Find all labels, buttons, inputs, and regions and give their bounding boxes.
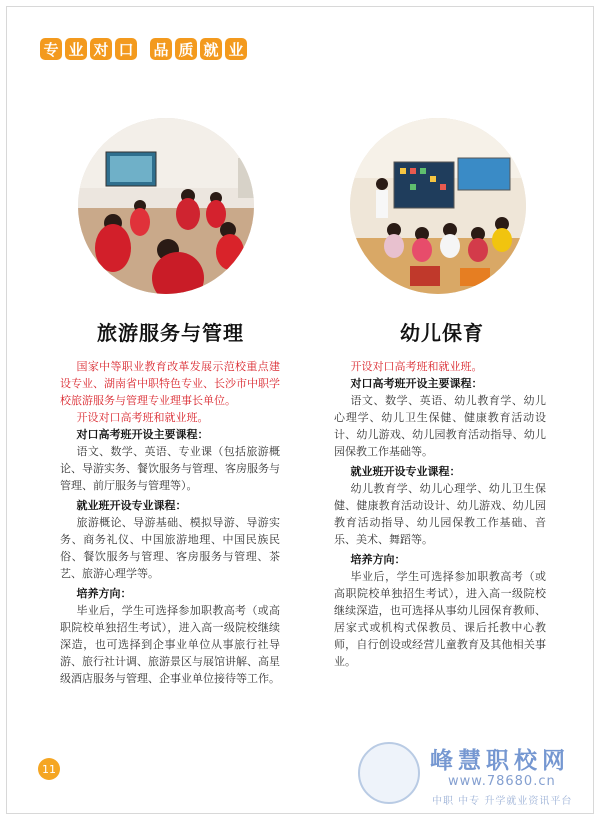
tourism-gk-heading: 对口高考班开设主要课程： [76, 428, 209, 441]
tourism-py-text: 毕业后，学生可选择参加职教高考（或高职院校单独招生考试），进入高一级院校继续深造，也可选择到企事业单位从事旅行社导游、旅行社计调、旅游景区与展馆讲解、高星级酒店服务与管理、企事业单位接待等工作。 [60, 604, 280, 685]
childcare-class-photo [350, 118, 526, 294]
tourism-intro: 国家中等职业教育改革发展示范校重点建设专业、湖南省中职特色专业、长沙市中职学校旅游服务与管理专业理事长单位。 [60, 360, 280, 407]
slogan-char: 口 [115, 38, 137, 60]
tourism-jy-courses: 旅游概论、导游基础、模拟导游、导游实务、商务礼仪、中国旅游地理、中国民族民俗、餐饮服务与管理、客房服务与管理、茶艺、旅游心理学等。 [60, 516, 280, 580]
childcare-jy-heading: 就业班开设专业课程： [350, 465, 461, 478]
slogan-char: 对 [90, 38, 112, 60]
slogan-char: 质 [175, 38, 197, 60]
tourism-description [60, 358, 280, 687]
slogan-professional-match [40, 38, 137, 60]
slogan-char: 业 [225, 38, 247, 60]
childcare-gk-heading: 对口高考班开设主要课程： [350, 377, 483, 390]
tourism-py-heading: 培养方向： [76, 587, 132, 600]
slogan-char: 业 [65, 38, 87, 60]
childcare-gk-courses: 语文、数学、英语、幼儿教育学、幼儿心理学、幼儿卫生保健、健康教育活动设计、幼儿游戏、幼儿园教育活动指导、幼儿园保教工作基础等。 [334, 394, 546, 458]
childcare-classes: 开设对口高考班和就业班。 [350, 360, 483, 373]
childcare-py-text: 毕业后，学生可选择参加职教高考（或高职院校单独招生考试），进入高一级院校继续深造，也可选择从事幼儿园保育教师、居家式或机构式保教员、课后托教中心教师，自行创设或经营儿童教育及其他相关事业。 [334, 570, 546, 668]
page-number: 11 [38, 758, 60, 780]
slogan-char: 品 [150, 38, 172, 60]
childcare-py-heading: 培养方向： [350, 553, 406, 566]
childcare-description [334, 358, 546, 670]
tourism-class-photo [78, 118, 254, 294]
tourism-jy-heading: 就业班开设专业课程： [76, 499, 187, 512]
watermark-url: www.78680.cn [448, 774, 556, 789]
slogan-quality-employment [150, 38, 247, 60]
watermark-subtitle: 中职 中专 升学就业资讯平台 [432, 796, 573, 807]
tourism-classes: 开设对口高考班和就业班。 [76, 411, 209, 424]
tourism-gk-courses: 语文、数学、英语、专业课（包括旅游概论、导游实务、餐饮服务与管理、客房服务与管理、前厅服务与管理等）。 [60, 445, 280, 492]
childcare-section-title: 幼儿保育 [400, 321, 484, 345]
slogan-char: 专 [40, 38, 62, 60]
tourism-section-title: 旅游服务与管理 [97, 321, 244, 345]
childcare-jy-courses: 幼儿教育学、幼儿心理学、幼儿卫生保健、健康教育活动设计、幼儿游戏、幼儿园教育活动指导、幼儿园保教工作基础、音乐、美术、舞蹈等。 [334, 482, 546, 546]
slogan-char: 就 [200, 38, 222, 60]
watermark-title: 峰慧职校网 [430, 748, 570, 774]
watermark-logo-icon [358, 742, 420, 804]
